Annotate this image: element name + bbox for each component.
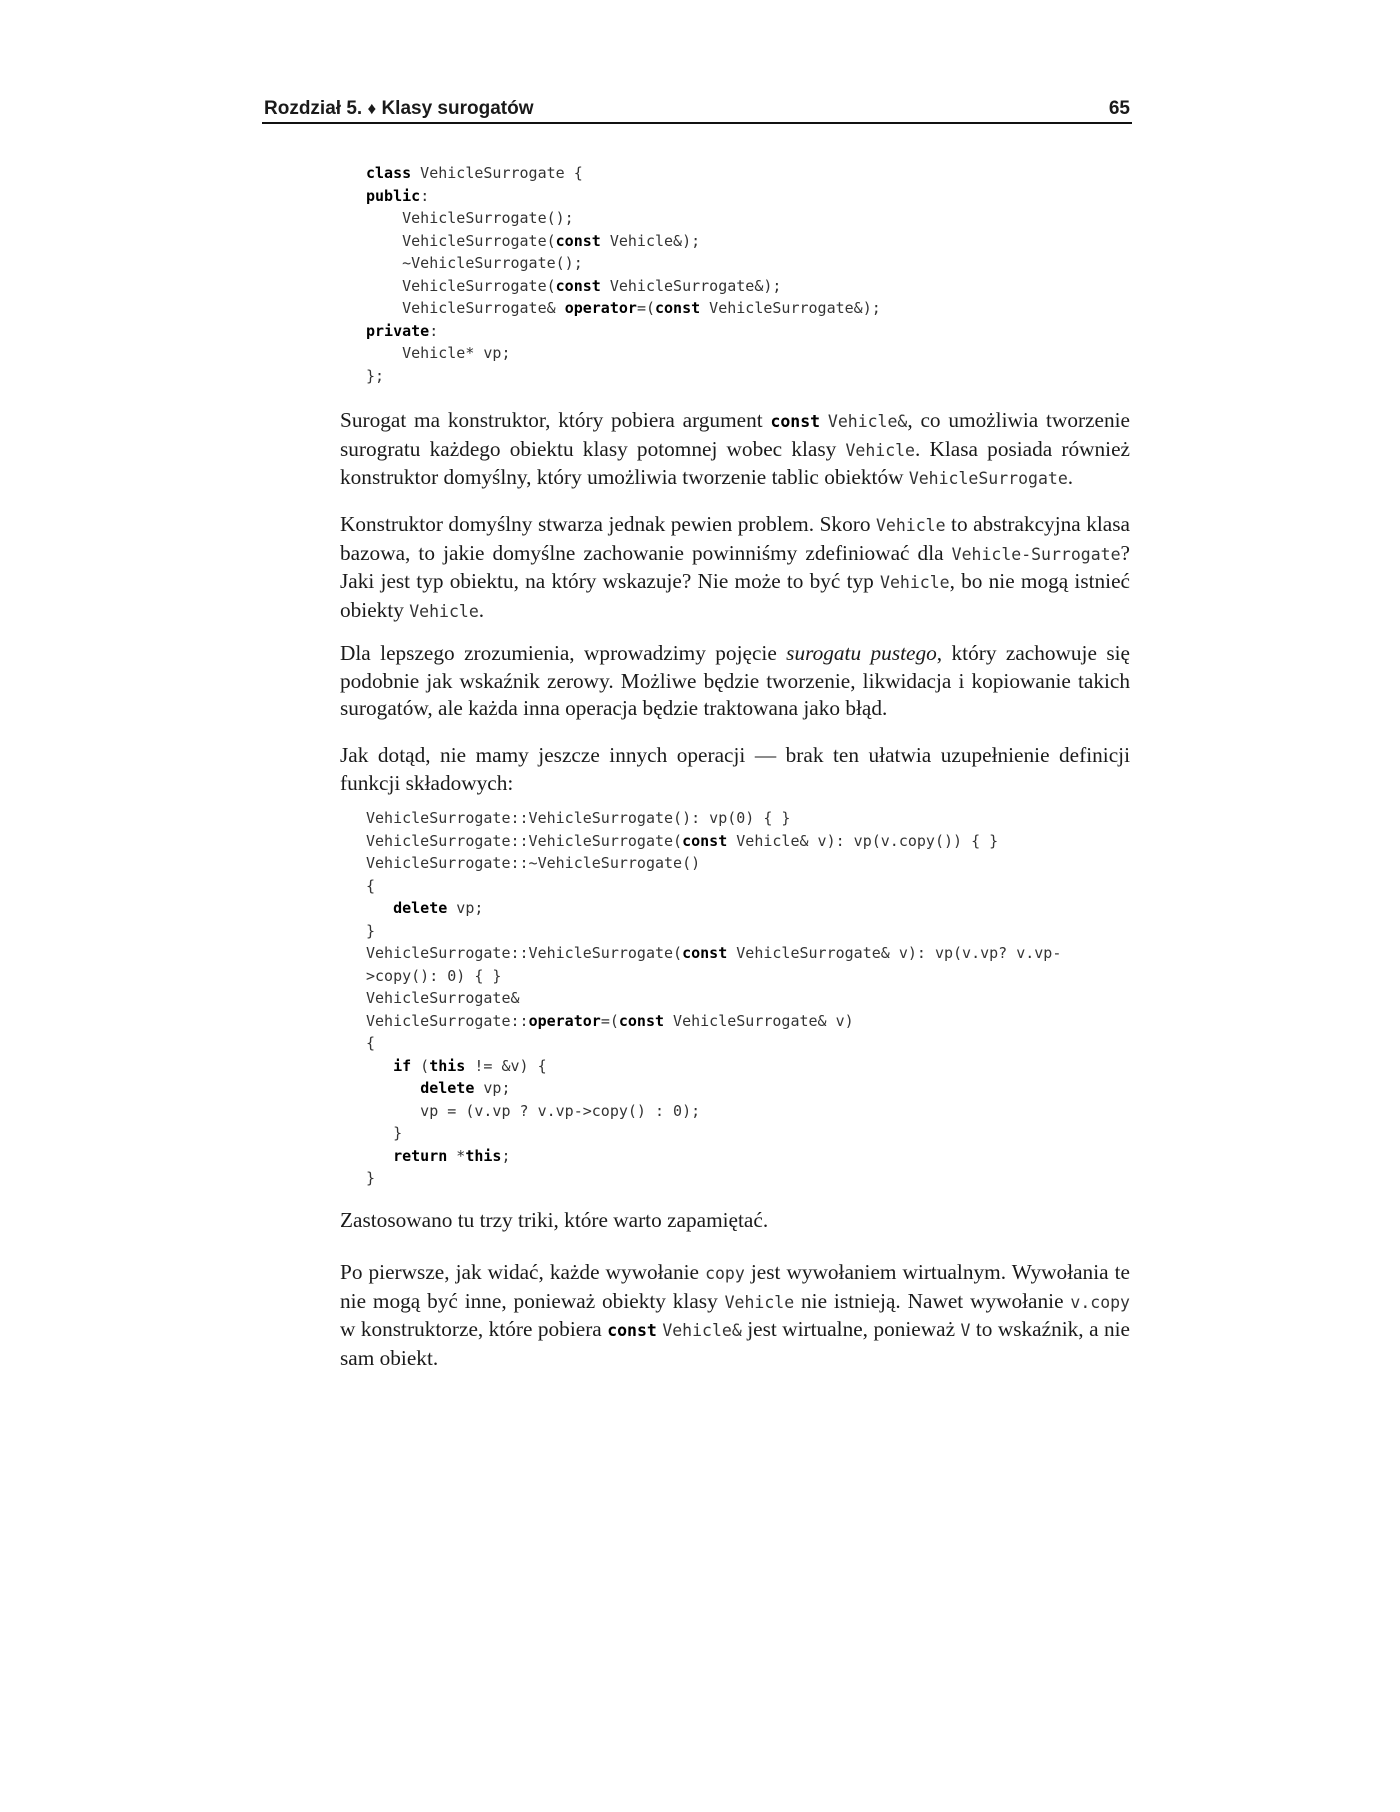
inline-code-keyword: const [770,412,821,431]
inline-code: Vehicle [845,440,915,460]
inline-code: Vehicle& [662,1321,742,1340]
running-header [262,98,1132,124]
inline-code-keyword: const [607,1321,657,1340]
inline-code: V [960,1321,971,1340]
inline-code: Vehicle [880,573,950,592]
inline-code: Vehicle [724,1292,795,1312]
paragraph-default-constructor-problem: Konstruktor domyślny stwarza jednak pewien problem. Skoro Vehicle to abstrakcyjna klasa bazowa, to jakie domyślne zachowanie powinniśmy zdefiniować dla Vehicle-Surrogate? Jaki jest typ obiektu, na który wskazuje? Nie może to być typ Vehicle, bo nie mogą istnieć obiekty Vehicle. [340,512,1131,622]
paragraph-surrogate-constructor: Surogat ma konstruktor, który pobiera argument const Vehicle&, co umożliwia tworzenie surogratu każdego obiektu klasy potomnej wobec klasy Vehicle. Klasa posiada również konstruktor domyślny, który umożliwia tworzenie tablic obiektów VehicleSurrogate. [340,408,1130,489]
inline-code: Vehicle [409,601,479,621]
paragraph-virtual-copy: Po pierwsze, jak widać, każde wywołanie copy jest wywołaniem wirtualnym. Wywołania te nie mogą być inne, ponieważ obiekty klasy Vehicle nie istnieją. Nawet wywołanie v.copy w konstruktorze, które pobiera const Vehicle& jest wirtualne, ponieważ V to wskaźnik, a nie sam obiekt. [340,1260,1130,1370]
code-block-member-definitions: VehicleSurrogate::VehicleSurrogate(): vp(0) { } VehicleSurrogate::VehicleSurrogate(const Vehicle& v): vp(v.copy()) { } VehicleSurrogate::~VehicleSurrogate() { delete vp; } VehicleSurrogate::VehicleSurrogate(const VehicleSurrogate& v): vp(v.vp? v.vp- >copy(): 0) { } VehicleSurrogate& VehicleSurrogate::operator=(const VehicleSurrogate& v) { if (this != &v) { delete vp; vp = (v.vp ? v.vp->copy() : 0); } return *this; } [366,809,1062,1187]
page-number: 65 [1108,98,1130,119]
paragraph-empty-surrogate: Dla lepszego zrozumienia, wprowadzimy pojęcie surogatu pustego, który zachowuje się podobnie jak wskaźnik zerowy. Możliwe będzie tworzenie, likwidacja i kopiowanie takich surogatów, ale każda inna operacja będzie traktowana jako błąd. [340,641,1130,720]
inline-code: Vehicle [875,516,946,535]
inline-code: Vehicle-Surrogate [951,544,1121,564]
paragraph-member-definitions-intro: Jak dotąd, nie mamy jeszcze innych operacji — brak ten ułatwia uzupełnienie definicji funkcji składowych: [340,743,1130,795]
chapter-label: Rozdział 5. [264,98,363,119]
inline-code: copy [705,1264,745,1283]
paragraph-three-tricks: Zastosowano tu trzy triki, które warto zapamiętać. [340,1208,769,1232]
chapter-heading [264,98,533,120]
code-block-class-declaration: class VehicleSurrogate { public: VehicleSurrogate(); VehicleSurrogate(const Vehicle&); ~VehicleSurrogate(); VehicleSurrogate(const VehicleSurrogate&); VehicleSurrogate& operator=(const VehicleSurrogate&); private: Vehicle* vp; }; [366,164,881,385]
inline-code: Vehicle& [827,412,908,431]
diamond-separator-icon: ♦ [367,99,377,118]
inline-code: VehicleSurrogate [908,469,1068,488]
inline-code: v.copy [1070,1292,1130,1312]
chapter-title: Klasy surogatów [381,98,534,119]
emphasis-term: surogatu pustego [786,641,937,665]
